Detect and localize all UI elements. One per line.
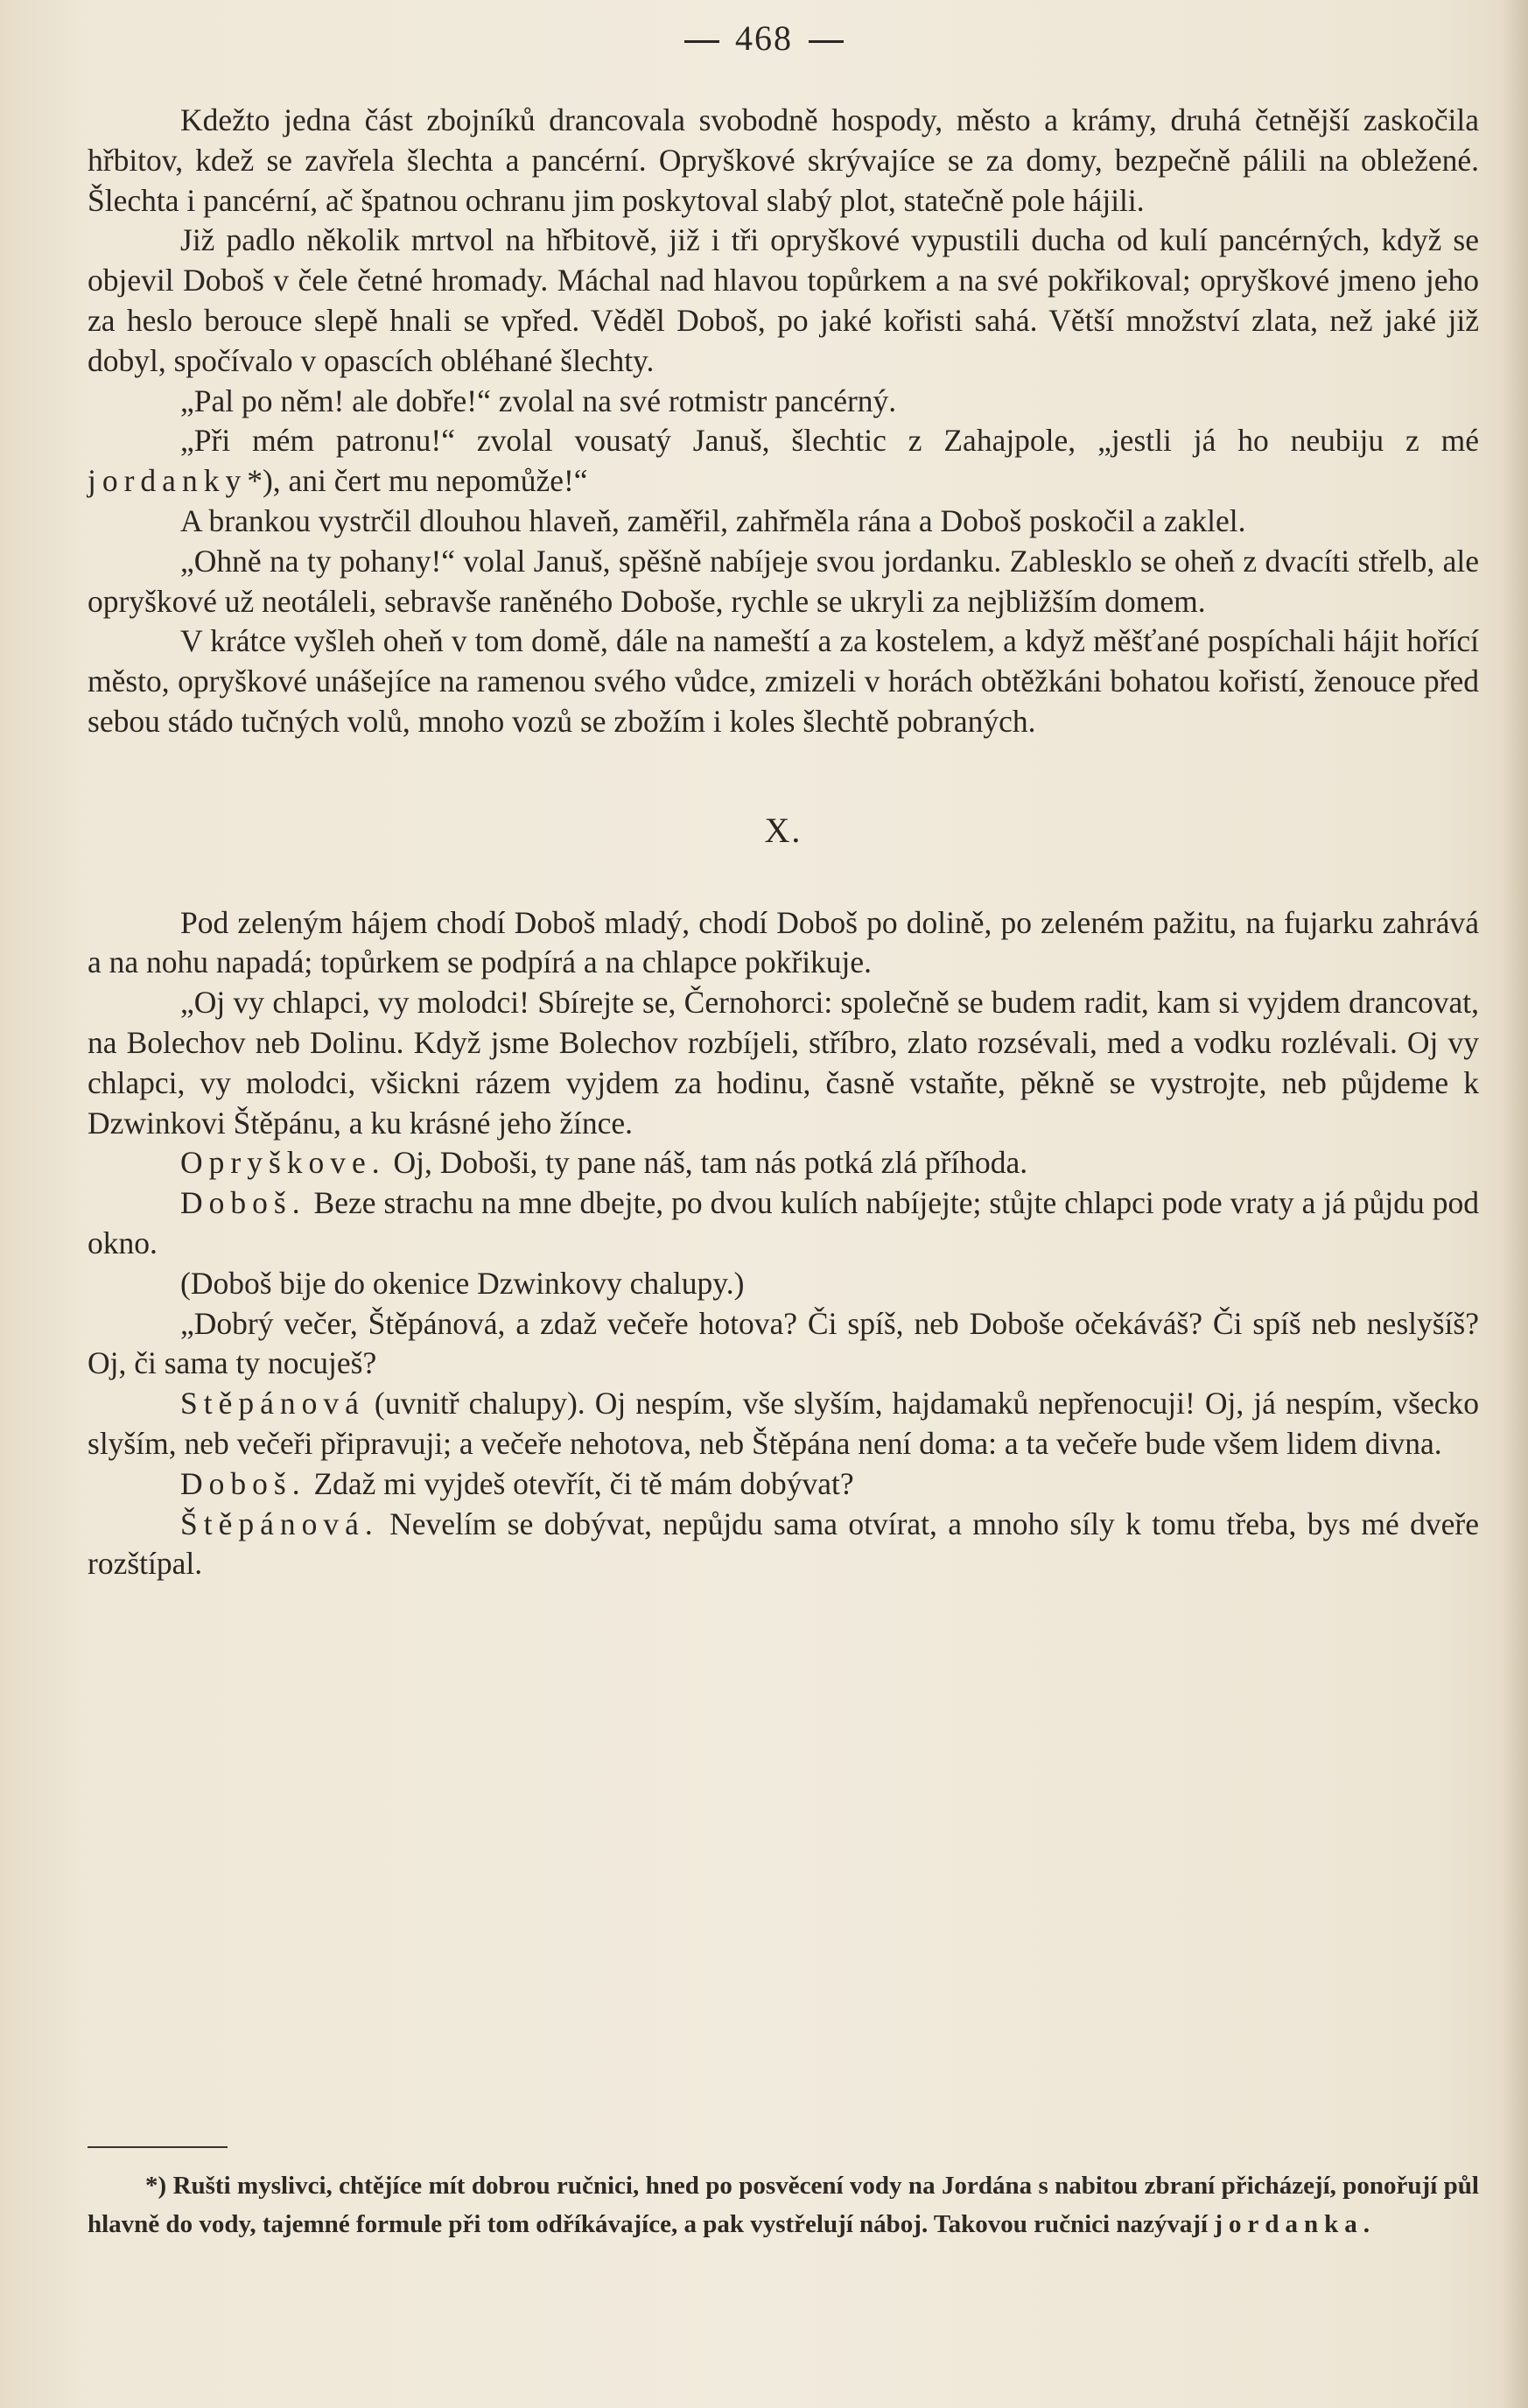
page-number [0, 18, 1528, 59]
dialogue-text: Nevelím se dobývat, nepůjdu sama otvírat, a mnoho síly k tomu třeba, bys mé dveře rozštípal. [88, 1506, 1479, 1582]
footnote [88, 2166, 1479, 2243]
paragraph: „Oj vy chlapci, vy molodci! Sbírejte se, Černohorci: společně se budem radit, kam si vyjdem drancovat, na Bolechov neb Dolinu. Když jsme Bolechov rozbíjeli, stříbro, zlato rozsévali, med a vodku rozlévali. Oj vy chlapci, vy molodci, všickni rázem vyjdem za hodinu, časně vstaňte, pěkně se vystrojte, neb půjdeme k Dzwinkovi Štěpánu, a ku krásné jeho žínce. [88, 985, 1479, 1141]
footnote-body: . [1363, 2210, 1370, 2238]
paragraph: Pod zeleným hájem chodí Doboš mladý, chodí Doboš po dolině, po zeleném pažitu, na fujarku zahrává a na nohu napadá; topůrkem se podpírá a na chlapce pokřikuje. [88, 904, 1479, 980]
chapter-heading: X. [764, 810, 803, 850]
main-text [88, 101, 1479, 1584]
dialogue-line [88, 1384, 1479, 1464]
speaker-name: Štěpánová. [180, 1506, 379, 1541]
paragraph: V krátce vyšleh oheň v tom domě, dále na nameští a za kostelem, a když měšťané pospíchali hájit hořící město, opryškové unášejíce na ramenou svého vůdce, zmizeli v horách obtěžkáni bohatou kořistí, ženouce před sebou stádo tučných volů, mnoho vozů se zbožím i koles šlechtě pobraných. [88, 623, 1479, 739]
paragraph: Kdežto jedna část zbojníků drancovala svobodně hospody, město a krámy, druhá četnější zaskočila hřbitov, kdež se zavřela šlechta a pancérní. Opryškové skrývajíce se za domy, bezpečně pálili na obležené. Šlechta i pancérní, ač špatnou ochranu jim poskytoval slabý plot, statečně pole hájili. [88, 102, 1479, 218]
paragraph-text: „Při mém patronu!“ zvolal vousatý Januš, šlechtic z Zahajpole, „jestli já ho neubiju z mé [180, 423, 1479, 459]
dialogue-text: Zdaž mi vyjdeš otevřít, či tě mám dobývat? [305, 1465, 854, 1501]
paragraph: „Pal po něm! ale dobře!“ zvolal na své rotmistr pancérný. [180, 383, 897, 418]
dialogue-text: (uvnitř chalupy). Oj nespím, vše slyším, hajdamaků nepřenocuji! Oj, já nespím, všecko slyším, neb večeři připravuji; a večeře nehotova, neb Štěpána není doma: a ta večeře bude všem lidem divna. [88, 1386, 1479, 1461]
dialogue-line [88, 1143, 1479, 1183]
speaker-name: Stěpánová [180, 1386, 365, 1422]
dialogue-text: Oj, Doboši, ty pane náš, tam nás potká zlá příhoda. [385, 1145, 1028, 1181]
stage-direction: (Doboš bije do okenice Dzwinkovy chalupy.) [180, 1265, 745, 1301]
paragraph: Již padlo několik mrtvol na hřbitově, již i tři opryškové vypustili ducha od kulí pancérných, když se objevil Doboš v čele četné hromady. Máchal nad hlavou topůrkem a na své pokřikoval; opryškové jmeno jeho za heslo berouce slepě hnali se vpřed. Věděl Doboš, po jaké kořisti sahá. Větší množství zlata, než jaké již dobyl, spočívalo v opascích obléhané šlechty. [88, 222, 1479, 378]
spaced-word: jordanky [88, 463, 248, 499]
footnote-divider [88, 2146, 228, 2148]
spaced-word: jordanka [1214, 2210, 1363, 2238]
paragraph: A brankou vystrčil dlouhou hlaveň, zaměřil, zahřměla rána a Doboš poskočil a zaklel. [180, 502, 1246, 538]
speaker-name: Doboš. [180, 1185, 306, 1221]
page-number-dash-right [809, 40, 844, 43]
page-number-dash-left [684, 40, 719, 43]
paragraph [88, 421, 1479, 502]
speaker-name: Opryškove. [180, 1145, 386, 1181]
dialogue-text: Beze strachu na mne dbejte, po dvou kulích nabíjejte; stůjte chlapci pode vraty a já půjdu pod okno. [88, 1185, 1479, 1260]
footnote-body: Rušti myslivci, chtějíce mít dobrou ručnici, hned po posvěcení vody na Jordána s nabitou zbraní přicházejí, ponořují půl hlavně do vody, tajemné formule při tom odříkávajíce, a pak vystřelují náboj. Takovou ručnici nazývají [88, 2172, 1479, 2238]
paragraph-text: *), ani čert mu nepomůže!“ [247, 463, 588, 499]
footnote-mark: *) [145, 2172, 167, 2200]
speaker-name: Doboš. [180, 1465, 306, 1501]
paragraph: „Ohně na ty pohany!“ volal Januš, spěšně nabíjeje svou jordanku. Zablesklo se oheň z dvacíti střelb, ale opryškové už neotáleli, sebravše raněného Doboše, rychle se ukryli za nejbližším domem. [88, 543, 1479, 619]
dialogue-line [88, 1464, 1479, 1505]
paragraph: „Dobrý večer, Štěpánová, a zdaž večeře hotova? Či spíš, neb Doboše očekáváš? Či spíš neb neslyšíš? Oj, či sama ty nocuješ? [88, 1305, 1479, 1381]
page-edge-shadow [1502, 0, 1528, 2408]
dialogue-line [88, 1183, 1479, 1264]
footnote-text [88, 2166, 1479, 2243]
page-number-value: 468 [735, 18, 793, 58]
dialogue-line [88, 1505, 1479, 1585]
